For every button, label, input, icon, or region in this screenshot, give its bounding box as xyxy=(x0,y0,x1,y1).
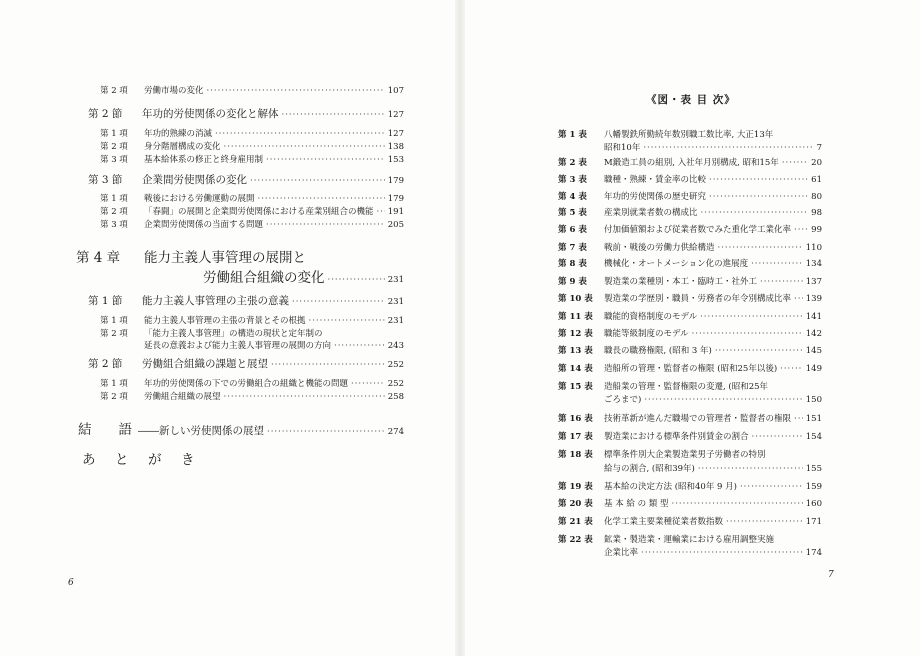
toc-entry-section: 第 2 節 労働組合組織の課題と展望 ····· 252 xyxy=(88,356,404,371)
entry-title: 化学工業主要業種従業者数指数 xyxy=(604,517,724,527)
figure-table-entry xyxy=(558,462,822,474)
entry-title: 産業別就業者数の構成比 xyxy=(604,208,698,218)
entry-label: 第 17 表 xyxy=(558,432,593,442)
entry-label: 第 20 表 xyxy=(558,499,593,509)
entry-label: 第 6 表 xyxy=(558,225,587,235)
entry-label: 第 14 表 xyxy=(558,364,593,374)
entry-title: M鍛造工員の組別, 入社年月別構成, 昭和15年 xyxy=(604,158,779,168)
entry-page-number: 159 xyxy=(805,482,822,492)
toc-entry-chapter: 労働組合組織の変化 ····· 231 xyxy=(203,266,404,286)
entry-label: 第 9 表 xyxy=(558,277,587,287)
figure-table-entry xyxy=(558,515,822,527)
entry-page-number: 142 xyxy=(805,329,822,339)
toc-entry: 第 2 項 身分階層構成の変化 ····· 138 xyxy=(100,140,404,152)
entry-label: 第 11 表 xyxy=(558,312,593,322)
toc-entry: 第 3 項 企業間労使関係の当面する問題 ····· 205 xyxy=(100,218,404,230)
entry-label: 第 2 表 xyxy=(558,158,587,168)
figure-table-entry xyxy=(558,257,822,269)
figure-table-entry xyxy=(558,393,822,405)
entry-page-number: 151 xyxy=(805,414,822,424)
leader-dots xyxy=(643,143,813,153)
leader-dots xyxy=(709,175,808,185)
entry-title: 八幡製鉄所勤続年数別職工数比率, 大正13年 xyxy=(604,130,774,140)
entry-title: 標準条件別大企業製造業男子労働者の特別 xyxy=(604,450,766,460)
entry-page-number: 141 xyxy=(805,312,822,322)
figure-table-entry xyxy=(558,292,822,304)
entry-page-number: 155 xyxy=(805,464,822,474)
entry-page-number: 137 xyxy=(805,277,822,287)
figure-table-entry xyxy=(558,327,822,339)
entry-label: 第 10 表 xyxy=(558,294,593,304)
entry-page-number: 20 xyxy=(811,158,822,168)
entry-page-number: 110 xyxy=(805,243,822,253)
toc-entry-chapter: 第 4 章 能力主義人事管理の展開と xyxy=(76,250,306,266)
leader-dots xyxy=(794,225,808,235)
entry-page-number: 154 xyxy=(805,432,822,442)
figure-table-entry xyxy=(558,310,822,322)
figure-table-entry xyxy=(558,448,822,460)
entry-title: 年功的労使関係の歴史研究 xyxy=(604,192,707,202)
figure-table-entry xyxy=(558,241,822,253)
entry-title: 職種・熟練・賃金率の比較 xyxy=(604,175,707,185)
toc-entry-section: 第 2 節 年功的労使関係の変化と解体 ····· 127 xyxy=(88,106,404,121)
toc-entry-section: 第 3 節 企業間労使関係の変化 ····· 179 xyxy=(88,172,404,187)
toc-entry: 第 2 項 労働組合組織の展望 ····· 258 xyxy=(100,390,404,402)
leader-dots xyxy=(641,548,803,558)
figure-table-entry xyxy=(558,275,822,287)
figure-table-entry xyxy=(558,480,822,492)
entry-title: 付加価値額および従業者数でみた重化学工業化率 xyxy=(604,225,792,235)
entry-label: 第 19 表 xyxy=(558,482,593,492)
figure-table-entry xyxy=(558,344,822,356)
entry-label: 第 22 表 xyxy=(558,535,593,545)
leader-dots xyxy=(709,192,808,202)
entry-title: 製造業の業種別・本工・臨時工・社外工 xyxy=(604,277,758,287)
leader-dots xyxy=(698,464,803,474)
entry-title: 昭和10年 xyxy=(604,143,641,153)
entry-page-number: 98 xyxy=(811,208,822,218)
entry-page-number: 99 xyxy=(811,225,822,235)
entry-label: 第 4 表 xyxy=(558,192,587,202)
toc-entry: 第 2 項 「春闘」の展開と企業間労使関係における産業別組合の機能 ····· 191 xyxy=(100,205,404,217)
entry-page-number: 174 xyxy=(805,548,822,558)
toc-entry-section: 第 1 節 能力主義人事管理の主張の意義 ····· 231 xyxy=(88,293,404,308)
entry-label: 第 3 表 xyxy=(558,175,587,185)
entry-title: 職能的資格制度のモデル xyxy=(604,312,698,322)
figure-table-entry xyxy=(558,412,822,424)
page-number: 7 xyxy=(828,570,834,580)
toc-entry: 第 2 項 「能力主義人事管理」の構造の現状と定年制の xyxy=(100,329,323,339)
figure-table-entry xyxy=(558,173,822,185)
page-number: 6 xyxy=(68,578,74,588)
entry-label: 第 21 表 xyxy=(558,517,593,527)
figure-table-entry xyxy=(558,533,822,545)
entry-page-number: 80 xyxy=(811,192,822,202)
entry-label: 第 15 表 xyxy=(558,382,593,392)
figure-table-entry xyxy=(558,546,822,558)
toc-entry: 第 3 項 基本給体系の修正と終身雇用制 ····· 153 xyxy=(100,153,404,165)
entry-page-number: 134 xyxy=(805,259,822,269)
entry-page-number: 150 xyxy=(805,395,822,405)
leader-dots xyxy=(700,312,803,322)
figure-table-entry xyxy=(558,362,822,374)
figures-tables-heading: 《図・表 目 次》 xyxy=(646,94,736,106)
leader-dots xyxy=(782,158,808,168)
entry-title: 企業比率 xyxy=(604,548,639,558)
entry-label: 第 7 表 xyxy=(558,243,587,253)
entry-title: 製造業の学歴別・職員・労務者の年令別構成比率 xyxy=(604,294,792,304)
entry-title: 鉱業・製造業・運輸業における雇用調整実施 xyxy=(604,535,775,545)
figure-table-entry xyxy=(558,190,822,202)
entry-title: 職長の職務権限, (昭和 3 年) xyxy=(604,346,712,356)
entry-page-number: 7 xyxy=(816,143,822,153)
entry-label: 第 12 表 xyxy=(558,329,593,339)
leader-dots xyxy=(794,414,803,424)
entry-title: 基本給の決定方法 (昭和40年 9 月) xyxy=(604,482,737,492)
entry-page-number: 160 xyxy=(805,499,822,509)
figure-table-entry xyxy=(558,128,822,140)
entry-title: ごろまで) xyxy=(604,395,642,405)
entry-title: 職能等級制度のモデル xyxy=(604,329,689,339)
entry-label: 第 16 表 xyxy=(558,414,593,424)
figure-table-entry xyxy=(558,156,822,168)
entry-label: 第 1 表 xyxy=(558,130,587,140)
leader-dots xyxy=(751,259,803,269)
entry-label: 第 8 表 xyxy=(558,259,587,269)
entry-title: 製造業における標準条件別賃金の割合 xyxy=(604,432,749,442)
leader-dots xyxy=(780,364,803,374)
toc-entry: 第 1 項 年功的熟練の消滅 ····· 127 xyxy=(100,127,404,139)
right-page xyxy=(460,0,920,656)
leader-dots xyxy=(726,517,803,527)
toc-entry-conclusion: 結 語 ――新しい労使関係の展望 ····· 274 xyxy=(78,418,404,438)
toc-entry: 第 2 項 労働市場の変化 ····· 107 xyxy=(100,84,404,96)
leader-dots xyxy=(718,243,803,253)
entry-title: 給与の割合, (昭和39年) xyxy=(604,464,695,474)
toc-entry: 第 1 項 戦後における労働運動の展開 ····· 179 xyxy=(100,192,404,204)
leader-dots xyxy=(692,329,803,339)
entry-label: 第 13 表 xyxy=(558,346,593,356)
leader-dots xyxy=(760,277,803,287)
figure-table-entry xyxy=(558,497,822,509)
entry-page-number: 139 xyxy=(805,294,822,304)
figure-table-entry xyxy=(558,223,822,235)
leader-dots xyxy=(715,346,803,356)
entry-title: 技術革新が進んだ職場での管理者・監督者の権限 xyxy=(604,414,792,424)
entry-page-number: 171 xyxy=(805,517,822,527)
figure-table-entry xyxy=(558,206,822,218)
leader-dots xyxy=(794,294,803,304)
toc-entry: 第 1 項 年功的労使関係の下での労働組合の組織と機能の問題 ····· 252 xyxy=(100,377,404,389)
afterword-heading: あ と が き xyxy=(82,452,198,468)
figure-table-entry xyxy=(558,141,822,153)
entry-page-number: 145 xyxy=(805,346,822,356)
entry-title: 造船業の管理・監督権限の変遷, (昭和25年 xyxy=(604,382,769,392)
entry-page-number: 61 xyxy=(811,175,822,185)
entry-label: 第 18 表 xyxy=(558,450,593,460)
toc-entry: 第 1 項 能力主義人事管理の主張の背景とその根拠 ····· 231 xyxy=(100,314,404,326)
leader-dots xyxy=(752,432,803,442)
entry-title: 造船所の管理・監督者の権限 (昭和25年以後) xyxy=(604,364,778,374)
leader-dots xyxy=(701,208,809,218)
leader-dots xyxy=(644,395,802,405)
entry-title: 基 本 給 の 類 型 xyxy=(604,499,669,509)
entry-page-number: 149 xyxy=(805,364,822,374)
leader-dots xyxy=(740,482,803,492)
entry-title: 戦前・戦後の労働力供給構造 xyxy=(604,243,715,253)
entry-title: 機械化・オートメーション化の進展度 xyxy=(604,259,749,269)
figure-table-entry xyxy=(558,380,822,392)
toc-entry: 延長の意義および能力主義人事管理の展開の方向 ····· 243 xyxy=(144,339,404,351)
entry-label: 第 5 表 xyxy=(558,208,587,218)
leader-dots xyxy=(672,499,803,509)
figure-table-entry xyxy=(558,430,822,442)
